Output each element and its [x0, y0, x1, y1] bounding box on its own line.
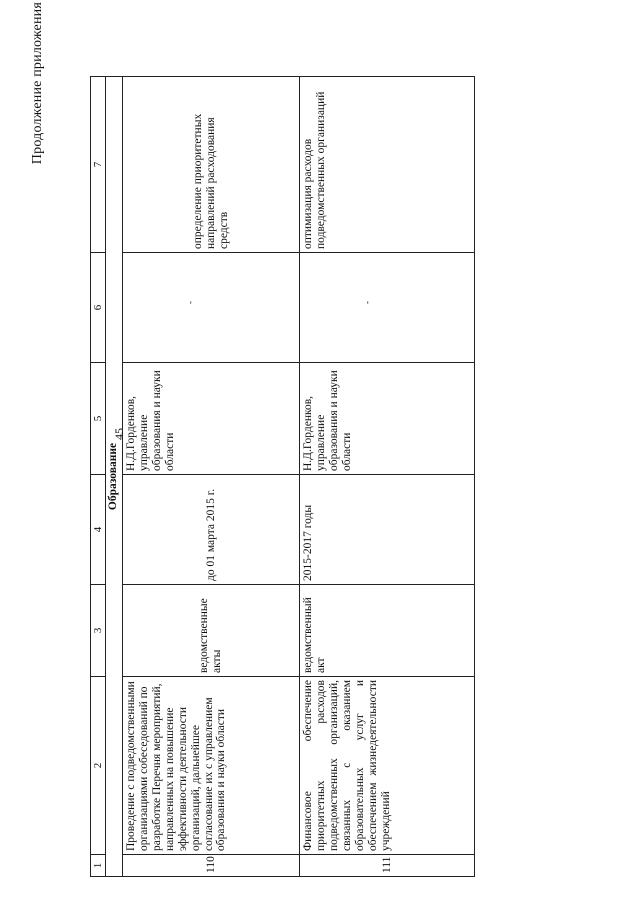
column-number: 3 [91, 585, 106, 677]
deadline-cell: до 01 марта 2015 г. [123, 475, 300, 585]
result-cell: определение приоритетных направлений расходования средств [123, 77, 300, 253]
result-cell: оптимизация расходов подведомственных организаций [300, 77, 475, 253]
document-cell: ведомственный акт [300, 585, 475, 677]
activity-cell: Финансовое обеспечение приоритетных расходов подведомственных организаций, связанных с оказанием образовательных услуг и обеспечением жизнедеятельности учреждений [300, 677, 475, 855]
column-number: 2 [91, 677, 106, 855]
section-title: Образование [106, 77, 123, 877]
deadline-cell: 2015-2017 годы [300, 475, 475, 585]
document-cell: ведомственные акты [123, 585, 300, 677]
table-row [300, 77, 475, 877]
row-number: 110 [123, 855, 300, 877]
page-number: 45 [112, 428, 126, 440]
column-number: 6 [91, 253, 106, 363]
responsible-cell: Н.Д.Горденков, управление образования и науки области [123, 363, 300, 475]
continuation-header: Продолжение приложения [30, 2, 45, 165]
column-number: 4 [91, 475, 106, 585]
row-number: 111 [300, 855, 475, 877]
dash-mark: - [362, 301, 373, 304]
activity-cell: Проведение с подведомственными организациями собеседований по разработке Перечня мероприятий, направленных на повышение эффективности деятельности организаций, дальнейшее согласование их с управлением образования и науки области [123, 677, 300, 855]
column-number: 1 [91, 855, 106, 877]
column-number: 7 [91, 77, 106, 253]
section-row [106, 77, 123, 877]
table-row [123, 77, 300, 877]
column-number-row [91, 77, 106, 877]
col6-cell [300, 253, 475, 363]
column-number: 5 [91, 363, 106, 475]
responsible-cell: Н.Д.Горденков, управление образования и науки области [300, 363, 475, 475]
dash-mark: - [185, 301, 196, 304]
col6-cell [123, 253, 300, 363]
measures-table [90, 76, 475, 877]
